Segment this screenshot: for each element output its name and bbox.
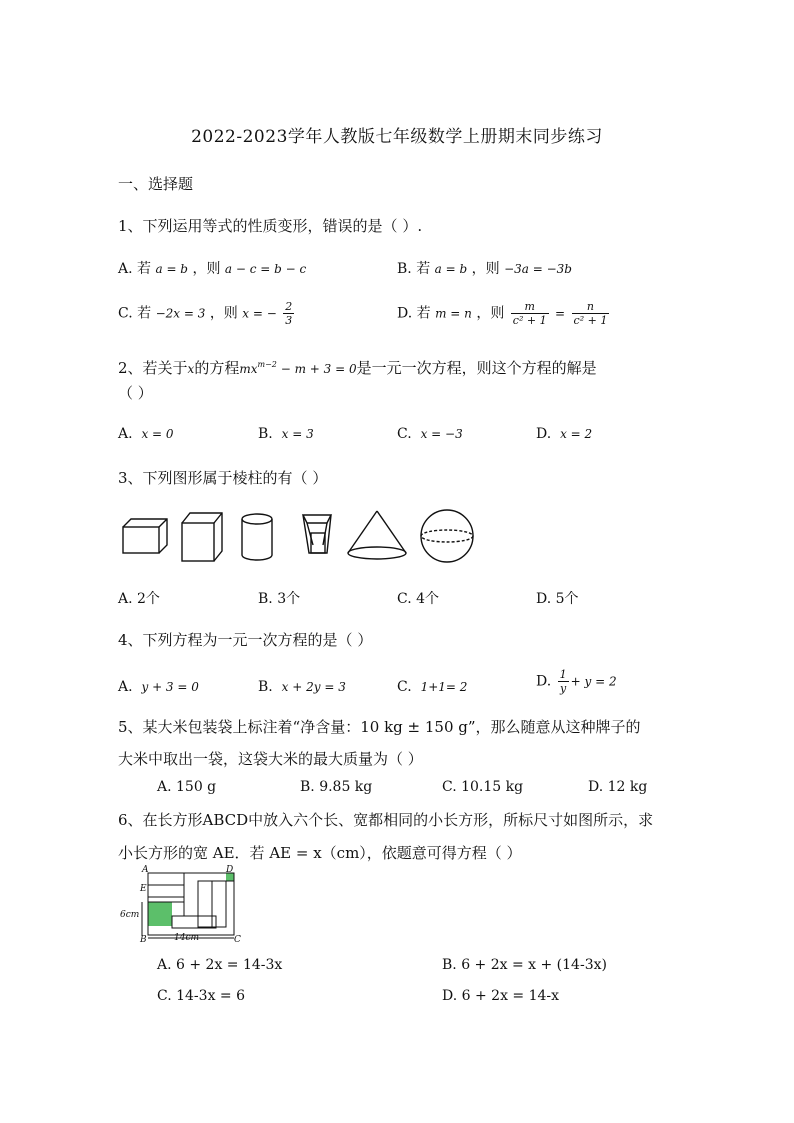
option-connector: ，则	[192, 261, 221, 277]
q5-option-c: C. 10.15 kg	[442, 779, 524, 795]
q2-option-a: A. x = 0	[118, 426, 174, 442]
math-variable: x	[187, 362, 195, 376]
question-2-paren: （ ）	[118, 384, 153, 402]
question-5-line-2: 大米中取出一袋，这袋大米的最大质量为（ ）	[118, 750, 423, 768]
label-b: B	[140, 935, 147, 944]
option-connector: ，则	[471, 261, 500, 277]
page-title: 2022-2023学年人教版七年级数学上册期末同步练习	[191, 127, 603, 147]
question-1-stem: 1、下列运用等式的性质变形，错误的是（ ）.	[118, 217, 423, 235]
math-condition: a = b	[434, 262, 468, 276]
fraction-denominator: y	[560, 682, 567, 695]
label-width: 14cm	[174, 933, 200, 943]
label-d: D	[226, 865, 234, 875]
sphere-figure	[421, 510, 473, 562]
question-2-stem: 2、若关于x的方程$mx^{m-2} - m + 3 = 0$是一元一次方程，则这个方程的解是	[118, 359, 597, 377]
q5-option-d: D. 12 kg	[588, 779, 648, 795]
fraction	[283, 300, 294, 327]
q4-option-b: B. x + 2y = 3	[258, 679, 346, 695]
math-result: a − c = b − c	[224, 262, 307, 276]
option-label: B. 若	[397, 261, 431, 277]
q4-option-a: A. y + 3 = 0	[118, 679, 199, 695]
section-heading: 一、选择题	[118, 175, 194, 193]
fraction-denominator: 3	[285, 314, 293, 327]
math-condition: −2x = 3	[155, 306, 206, 321]
math-condition: m = n	[435, 306, 472, 321]
option-label: D. 若	[397, 305, 431, 322]
fraction-numerator: 2	[285, 300, 293, 313]
q5-option-a: A. 150 g	[157, 779, 217, 795]
cuboid-figure	[123, 519, 167, 553]
q2-option-c: C. x = −3	[397, 426, 463, 442]
q1-option-d	[397, 300, 611, 327]
fraction-denominator: c² + 1	[573, 314, 608, 327]
frustum-figure	[303, 515, 331, 553]
math-result: x = −	[242, 306, 277, 321]
option-connector: ，则	[476, 305, 505, 322]
q3-option-d: D. 5个	[536, 591, 579, 607]
option-connector: ，则	[209, 305, 238, 322]
q3-option-a: A. 2个	[118, 591, 160, 607]
q4-option-c: C. 1+1= 2	[397, 679, 468, 695]
question-4-stem: 4、下列方程为一元一次方程的是（ ）	[118, 631, 373, 649]
q6-option-a: A. 6 + 2x = 14-3x	[157, 957, 283, 973]
rectangle-diagram	[118, 864, 243, 944]
cylinder-figure	[242, 514, 272, 560]
q6-option-c: C. 14-3x = 6	[157, 988, 245, 1004]
fraction	[572, 300, 610, 327]
equals-sign: =	[555, 306, 566, 321]
math-condition: a = b	[155, 262, 188, 276]
fraction-numerator: m	[511, 300, 549, 314]
cube-figure	[182, 513, 222, 561]
fraction-numerator: 1	[559, 668, 567, 681]
q2-option-d: D. x = 2	[536, 426, 593, 442]
label-c: C	[234, 935, 241, 944]
label-a: A	[142, 865, 149, 875]
label-height: 6cm	[120, 910, 140, 920]
q1-option-c	[118, 300, 296, 327]
fraction-denominator: c² + 1	[512, 314, 547, 327]
fraction-numerator: n	[572, 300, 610, 314]
q6-option-b: B. 6 + 2x = x + (14-3x)	[442, 957, 607, 973]
cone-figure	[348, 511, 406, 559]
question-6-line-2: 小长方形的宽 AE．若 AE = x（cm），依题意可得方程（ ）	[118, 844, 522, 862]
fraction	[511, 300, 549, 327]
q4-option-d: D. $\frac{1}{y}$ + y = 2	[536, 668, 617, 695]
q1-option-b	[397, 258, 572, 278]
q6-option-d: D. 6 + 2x = 14-x	[442, 988, 560, 1004]
q3-option-b: B. 3个	[258, 591, 301, 607]
option-label: A. 若	[118, 261, 152, 277]
question-5-line-1: 5、某大米包装袋上标注着“净含量：10 kg ± 150 g”，那么随意从这种牌子的	[118, 718, 641, 736]
math-equation: $mx^{m-2} - m + 3 = 0$	[239, 360, 357, 376]
question-3-stem: 3、下列图形属于棱柱的有（ ）	[118, 469, 328, 487]
math-result: −3a = −3b	[504, 262, 572, 276]
q5-option-b: B. 9.85 kg	[300, 779, 373, 795]
option-label: C. 若	[118, 305, 152, 322]
q3-option-c: C. 4个	[397, 591, 440, 607]
q1-option-a	[118, 258, 306, 278]
label-e: E	[140, 884, 147, 894]
question-6-line-1: 6、在长方形ABCD中放入六个长、宽都相同的小长方形，所标尺寸如图所示，求	[118, 811, 654, 829]
solid-figures	[115, 505, 485, 565]
q2-option-b: B. x = 3	[258, 426, 314, 442]
